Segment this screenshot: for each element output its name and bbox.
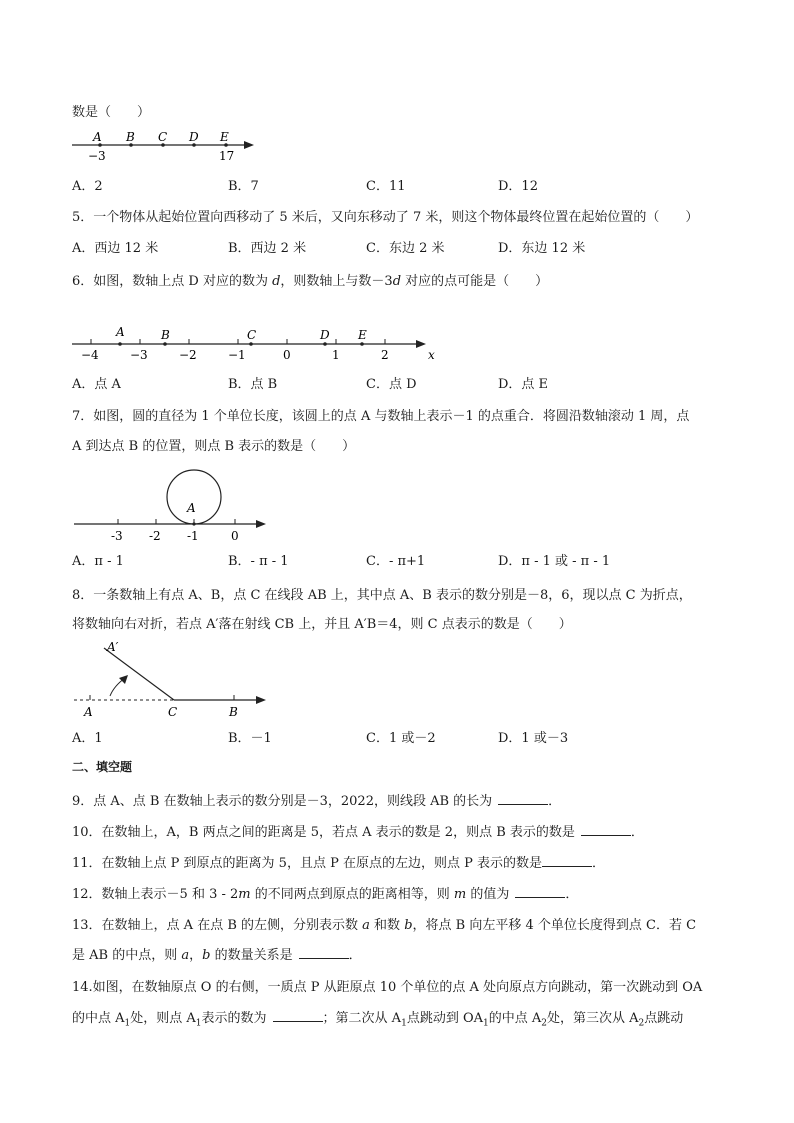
q14-stem-line2: 的中点 $A_1$处，则点 $A_1$表示的数为 ；第二次从 $A_1$点跳动到 $OA_1$的中点 $A_2$处，第三次从 $A_2$点跳动 <box>72 1011 684 1029</box>
q7-tick-1: -3 <box>111 529 123 543</box>
q6-point-e: E <box>358 328 367 342</box>
q8-figure <box>70 634 275 720</box>
q4-tail: 数是（ ） <box>72 105 151 120</box>
q6-point-d: D <box>320 328 330 342</box>
q4-point-e: E <box>220 130 229 144</box>
q8-label-a: A <box>84 705 93 719</box>
q14-answer-blank[interactable] <box>273 1009 323 1022</box>
q8-option-a: A．1 <box>72 731 103 746</box>
q4-point-d: D <box>189 130 199 144</box>
section-heading: 二、填空题 <box>72 760 133 774</box>
q4-point-a: A <box>93 130 102 144</box>
q4-option-a: A．2 <box>72 179 103 194</box>
q6-axis-var: x <box>428 348 435 362</box>
q5-option-c: C．东边 2 米 <box>366 241 445 256</box>
q4-point-b: B <box>126 130 135 144</box>
q6-tick-7: 2 <box>381 348 389 362</box>
q8-stem-line1: 8．一条数轴上有点 A、B，点 C 在线段 AB 上，其中点 A、B 表示的数分别是－8，6，现以点 C 为折点， <box>72 588 692 603</box>
q12-answer-blank[interactable] <box>515 885 565 898</box>
q13-answer-blank[interactable] <box>299 946 349 959</box>
q7-stem-line1: 7．如图，圆的直径为 1 个单位长度，该圆上的点 A 与数轴上表示－1 的点重合．将圆沿数轴滚动 1 周，点 <box>72 409 690 424</box>
q6-option-c: C．点 D <box>366 377 417 392</box>
q4-number-line <box>68 128 263 164</box>
arrow-icon <box>119 675 128 684</box>
q4-tick-left: −3 <box>88 149 106 163</box>
q7-tick-3: -1 <box>187 529 199 543</box>
q4-tick-right: 17 <box>219 149 235 163</box>
q10-stem: 10．在数轴上，A，B 两点之间的距离是 5，若点 A 表示的数是 2，则点 B 表示的数是 ． <box>72 825 644 840</box>
q7-tick-2: -2 <box>149 529 161 543</box>
q7-tick-4: 0 <box>231 529 239 543</box>
q7-figure <box>70 462 275 544</box>
q7-circle <box>167 470 221 524</box>
q7-option-a: A．π - 1 <box>72 554 124 569</box>
q8-label-b: B <box>229 705 238 719</box>
q11-stem: 11．在数轴上点 P 到原点的距离为 5，且点 P 在原点的左边，则点 P 表示的数是 ． <box>72 856 605 871</box>
q6-number-line <box>68 322 448 362</box>
q6-point-a: A <box>116 325 125 339</box>
q12-stem: 12．数轴上表示－5 和 3 - 2m 的不同两点到原点的距离相等，则 m 的值为 ． <box>72 887 579 902</box>
q6-tick-5: 0 <box>283 348 291 362</box>
q8-stem-line2: 将数轴向右对折，若点 A′落在射线 CB 上，并且 A′B＝4，则 C 点表示的数是（ ） <box>72 617 572 632</box>
q9-answer-blank[interactable] <box>498 792 548 805</box>
q6-tick-6: 1 <box>332 348 340 362</box>
q6-tick-4: −1 <box>228 348 246 362</box>
q8-label-c: C <box>168 705 178 719</box>
q6-point-c: C <box>247 328 257 342</box>
q11-answer-blank[interactable] <box>542 854 592 867</box>
q8-option-c: C．1 或－2 <box>366 731 436 746</box>
q5-option-b: B．西边 2 米 <box>228 241 307 256</box>
q13-stem-line1: 13．在数轴上，点 A 在点 B 的左侧，分别表示数 a 和数 b，将点 B 向左平移 4 个单位长度得到点 C．若 C <box>72 918 697 933</box>
q14-stem-line1: 14.如图，在数轴原点 O 的右侧，一质点 P 从距原点 10 个单位的点 A 处向原点方向跳动，第一次跳动到 OA <box>72 980 703 995</box>
q10-answer-blank[interactable] <box>581 823 631 836</box>
q9-stem: 9．点 A、点 B 在数轴上表示的数分别是－3，2022，则线段 AB 的长为 ． <box>72 794 562 809</box>
q5-option-a: A．西边 12 米 <box>72 241 159 256</box>
q6-option-a: A．点 A <box>72 377 121 392</box>
q6-tick-2: −3 <box>130 348 148 362</box>
q8-folded-ray <box>104 648 174 700</box>
q8-option-b: B．－1 <box>228 731 272 746</box>
q7-point-a: A <box>187 501 196 515</box>
q7-option-c: C．- π+1 <box>366 554 426 569</box>
q6-stem: 6．如图，数轴上点 D 对应的数为 d，则数轴上与数－3d 对应的点可能是（ ） <box>72 274 549 289</box>
q4-option-c: C．11 <box>366 179 406 194</box>
q6-option-d: D．点 E <box>498 377 549 392</box>
q7-stem-line2: A 到达点 B 的位置，则点 B 表示的数是（ ） <box>72 439 356 454</box>
q6-option-b: B．点 B <box>228 377 278 392</box>
q13-stem-line2: 是 AB 的中点，则 a，b 的数量关系是 ． <box>72 948 362 963</box>
q6-point-b: B <box>161 328 170 342</box>
q7-option-b: B．- π - 1 <box>228 554 289 569</box>
q8-label-a-prime: A′ <box>107 640 119 654</box>
q6-tick-3: −2 <box>179 348 197 362</box>
q7-option-d: D．π - 1 或 - π - 1 <box>498 554 611 569</box>
q8-option-d: D．1 或－3 <box>498 731 569 746</box>
q6-tick-1: −4 <box>81 348 99 362</box>
q5-stem: 5．一个物体从起始位置向西移动了 5 米后，又向东移动了 7 米，则这个物体最终位置在起始位置的（ ） <box>72 210 699 225</box>
q5-option-d: D．东边 12 米 <box>498 241 586 256</box>
q4-option-d: D．12 <box>498 179 538 194</box>
q4-point-c: C <box>158 130 168 144</box>
q4-option-b: B．7 <box>228 179 259 194</box>
